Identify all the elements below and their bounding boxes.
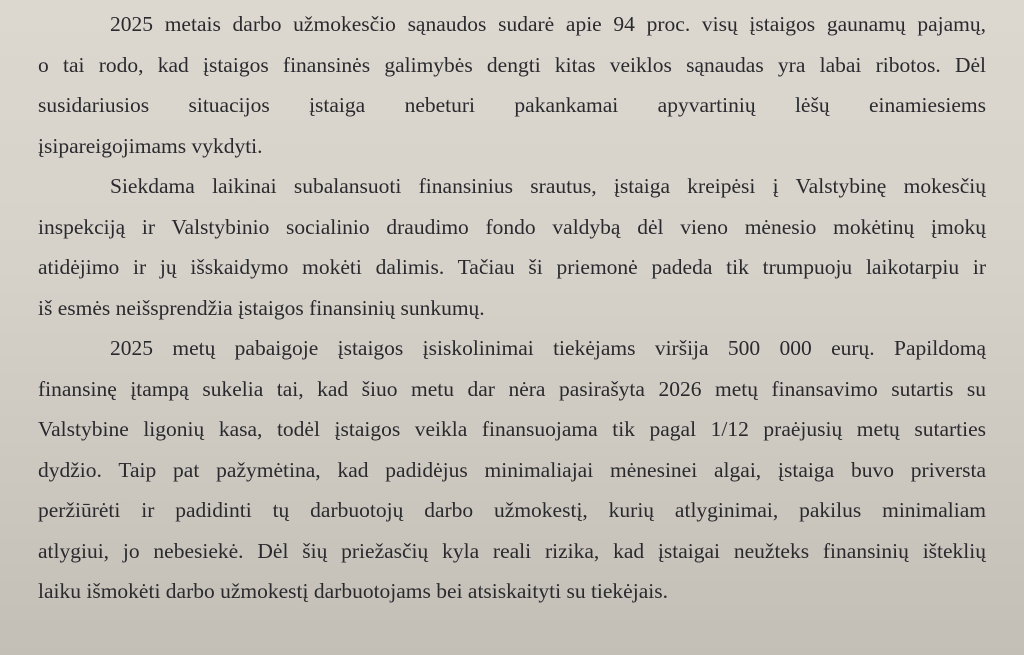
text-line: Siekdama laikinai subalansuoti finansinius srautus, įstaiga kreipėsi į Valstybinę mokesčių	[110, 174, 986, 198]
text-line: 2025 metų pabaigoje įstaigos įsiskolinimai tiekėjams viršija 500 000 eurų. Papildomą	[110, 336, 986, 360]
text-line: iš esmės neišsprendžia įstaigos finansinių sunkumų.	[38, 295, 485, 320]
text-line: atidėjimo ir jų išskaidymo mokėti dalimis. Tačiau ši priemonė padeda tik trumpuoju laikotarpiu ir	[38, 255, 986, 279]
text-line: įsipareigojimams vykdyti.	[38, 133, 263, 158]
text-line: atlygiui, jo nebesiekė. Dėl šių priežasčių kyla reali rizika, kad įstaigai neužteks finansinių išteklių	[38, 538, 986, 563]
text-line: dydžio. Taip pat pažymėtina, kad padidėjus minimaliajai mėnesinei algai, įstaiga buvo priversta	[38, 457, 986, 482]
text-line: finansinę įtampą sukelia tai, kad šiuo metu dar nėra pasirašyta 2026 metų finansavimo sutartis su	[38, 376, 986, 401]
text-line: 2025 metais darbo užmokesčio sąnaudos sudarė apie 94 proc. visų įstaigos gaunamų pajamų,	[110, 12, 986, 36]
text-line: susidariusios situacijos įstaiga nebeturi pakankamai apyvartinių lėšų einamiesiems	[38, 93, 986, 117]
text-line: laiku išmokėti darbo užmokestį darbuotojams bei atsiskaityti su tiekėjais.	[38, 579, 668, 603]
text-line: inspekciją ir Valstybinio socialinio draudimo fondo valdybą dėl vieno mėnesio mokėtinų įmokų	[38, 214, 986, 239]
paragraph-1	[38, 4, 986, 166]
paragraph-2	[38, 166, 986, 328]
text-line: o tai rodo, kad įstaigos finansinės galimybės dengti kitas veiklos sąnaudas yra labai ribotos. Dėl	[38, 52, 986, 77]
text-line: Valstybine ligonių kasa, todėl įstaigos veikla finansuojama tik pagal 1/12 praėjusių metų sutarties	[38, 417, 986, 441]
paragraph-3	[38, 328, 986, 612]
text-line: peržiūrėti ir padidinti tų darbuotojų darbo užmokestį, kurių atlyginimai, pakilus minimaliam	[38, 498, 986, 522]
